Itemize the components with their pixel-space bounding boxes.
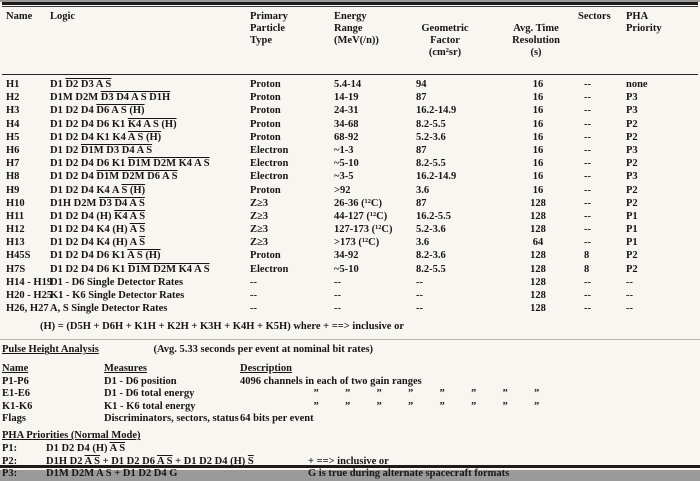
logic-anticoincidence-term: D1M D3 D4 A S [80,144,153,156]
cell-particle-type: Proton [250,118,281,130]
col-header-energy-range: Energy Range (MeV(/n)) [334,11,379,46]
pha-col-header-description: Description [240,363,292,375]
cell-time-resolution: 16 [532,79,544,90]
cell-logic [50,131,250,144]
pha-cell-measures: Discriminators, sectors, status [104,412,239,424]
cell-logic [50,144,250,157]
cell-geometric-factor: 3.6 [416,237,430,249]
cell-time-resolution: 128 [530,303,546,315]
cell-logic [50,197,250,210]
cell-time-resolution: 16 [532,118,544,130]
logic-term: D1 D2 D4 K4 (H) [50,224,130,236]
logic-term: D1M D2M [50,92,101,104]
logic-anticoincidence-term: $\overline{S}$ [247,455,254,467]
cell-geometric-factor: 8.2-5.5 [416,118,446,130]
cell-pha-priority: P2 [626,158,638,170]
header-separator-rule [2,74,698,75]
cell-energy-range: ~1-3 [334,144,354,156]
cell-name: H13 [6,237,25,249]
cell-time-resolution: 128 [530,263,546,275]
table-row [0,210,700,223]
logic-anticoincidence-term: A S (H) [127,131,162,143]
cell-energy-range: 14-19 [334,92,359,104]
cell-time-resolution: 128 [530,250,546,262]
pha-cell-name: Flags [2,412,26,424]
cell-geometric-factor: 16.2-14.9 [416,171,457,183]
cell-pha-priority: P2 [626,184,638,196]
logic-term: D1 D2 D4 D6 K1 [50,118,128,130]
cell-name: H4 [6,118,20,130]
priority-label: P2: [2,455,18,467]
cell-name: H5 [6,131,20,143]
cell-logic [50,157,250,170]
cell-particle-type: Electron [250,158,289,170]
logic-anticoincidence-term: K4 A S [114,210,146,222]
cell-logic [50,170,250,183]
cell-time-resolution: 64 [532,237,544,249]
pha-cell-description: 64 bits per event [240,412,314,424]
priority-row [0,468,700,480]
logic-anticoincidence-term: S (H) [121,184,146,196]
pha-cell-description: ” ” ” ” ” ” ” ” [240,388,540,400]
pha-table-row [0,388,700,400]
cell-sectors: -- [584,171,591,183]
table-row [0,276,700,289]
cell-time-resolution: 128 [530,197,546,209]
table-row [0,144,700,157]
table-row [0,184,700,197]
cell-particle-type: Proton [250,92,281,104]
cell-sectors: -- [584,131,591,143]
cell-pha-priority: P2 [626,197,638,209]
cell-logic [50,210,250,223]
cell-pha-priority: P3 [626,171,638,183]
cell-pha-priority: P1 [626,237,638,249]
bottom-rule [0,465,700,468]
cell-energy-range: 5.4-14 [334,79,362,90]
cell-pha-priority: P2 [626,118,638,130]
cell-logic [50,263,250,276]
logic-anticoincidence-term: D3 D4 A S [99,197,145,209]
cell-time-resolution: 16 [532,158,544,170]
cell-name: H10 [6,197,25,209]
cell-logic [50,249,250,262]
cell-sectors: -- [584,79,591,90]
cell-pha-priority: P1 [626,224,638,236]
logic-anticoincidence-term: D6 A S (H) [96,105,145,117]
cell-particle-type: Z≥3 [250,197,269,209]
cell-pha-priority: P3 [626,144,638,156]
cell-time-resolution: 16 [532,184,544,196]
cell-name: H45S [6,250,31,262]
cell-geometric-factor: -- [416,290,423,301]
table-row [0,78,700,91]
cell-logic [50,104,250,117]
cell-pha-priority: P3 [626,105,638,117]
logic-term: D1 D2 D4 [50,171,97,183]
cell-particle-type: Proton [250,105,281,117]
rate-table-body [0,78,700,315]
logic-term: + D1 D2 D4 G [111,468,178,480]
cell-geometric-factor: 87 [416,197,427,209]
cell-logic [50,184,250,197]
cell-sectors: -- [584,237,591,249]
logic-term: D1 [50,79,66,90]
pha-priorities-title: PHA Priorities (Normal Mode) [2,430,141,442]
cell-logic [50,289,250,302]
logic-term: D1 D2 D4 (H) [46,443,110,455]
priority-label: P1: [2,443,18,455]
pha-table-body [0,376,700,426]
logic-anticoincidence-term: D1M D2M K4 A S [127,263,210,275]
pha-cell-measures: D1 - D6 position [104,375,177,387]
logic-term: D1 D2 D4 K1 K4 [50,131,128,143]
cell-pha-priority: -- [626,290,633,301]
table-row [0,223,700,236]
col-header-pha-priority: PHA Priority [626,11,662,34]
logic-term: D1 D2 D4 [50,105,97,117]
cell-geometric-factor: 87 [416,144,427,156]
cell-particle-type: Proton [250,79,281,90]
cell-time-resolution: 128 [530,290,546,301]
cell-time-resolution: 16 [532,171,544,183]
cell-sectors: -- [584,303,591,315]
cell-energy-range: -- [334,276,341,288]
cell-sectors: -- [584,144,591,156]
cell-geometric-factor: -- [416,276,423,288]
cell-name: H9 [6,184,20,196]
cell-particle-type: Z≥3 [250,210,269,222]
cell-pha-priority: none [626,79,648,90]
cell-time-resolution: 16 [532,105,544,117]
cell-name: H7S [6,263,26,275]
logic-term: D1 D2 D4 (H) [50,210,115,222]
logic-term: D1 D2 D4 D6 K1 [50,158,128,170]
cell-energy-range: -- [334,290,341,301]
cell-time-resolution: 128 [530,276,546,288]
scanned-rate-table-page [0,2,700,480]
table-row [0,118,700,131]
cell-sectors: -- [584,118,591,130]
cell-name: H14 - H19 [6,276,53,288]
cell-geometric-factor: 87 [416,92,427,104]
logic-anticoincidence-term: D2 D3 A S [65,79,112,90]
table-row [0,104,700,117]
cell-sectors: -- [584,184,591,196]
section-separator-rule [0,339,700,340]
cell-energy-range: >92 [334,184,351,196]
cell-particle-type: Electron [250,144,289,156]
cell-particle-type: Proton [250,250,281,262]
logic-anticoincidence-term: K4 A S (H) [127,118,177,130]
cell-name: H6 [6,144,20,156]
pha-cell-name: P1-P6 [2,375,29,387]
cell-pha-priority: P1 [626,210,638,222]
cell-pha-priority: P2 [626,263,638,275]
logic-term: D1 D2 D4 D6 K1 [50,263,128,275]
logic-anticoincidence-term: A S [109,443,126,455]
logic-anticoincidence-term: A S [129,224,146,236]
cell-sectors: -- [584,210,591,222]
col-header-time-resolution [508,11,578,71]
cell-geometric-factor: 8.2-5.5 [416,158,446,170]
cell-energy-range: ~5-10 [334,158,359,170]
logic-anticoincidence-term: D1M D2M D6 A S [96,171,178,183]
cell-logic [50,302,250,315]
cell-time-resolution: 16 [532,131,544,143]
pha-col-header-name: Name [2,363,29,375]
logic-anticoincidence-term: A S [96,468,112,480]
table-row [0,157,700,170]
cell-sectors: 8 [584,250,590,262]
table-row [0,91,700,104]
logic-anticoincidence-term: $\overline{S}$ [139,237,146,249]
cell-particle-type: Z≥3 [250,224,269,236]
cell-geometric-factor: 94 [416,79,427,90]
table-row [0,236,700,249]
pha-cell-description: ” ” ” ” ” ” ” ” [240,400,540,412]
cell-logic [50,118,250,131]
priority-row [0,443,700,455]
cell-time-resolution: 16 [532,92,544,104]
pha-cell-measures: K1 - K6 total energy [104,400,196,412]
cell-geometric-factor: 3.6 [416,184,430,196]
cell-particle-type: Electron [250,171,289,183]
cell-geometric-factor: 5.2-3.6 [416,131,446,143]
cell-logic [50,78,250,91]
cell-energy-range: 24-31 [334,105,359,117]
cell-energy-range: 127-173 (¹²C) [334,224,393,236]
pha-table-row [0,376,700,388]
cell-logic [50,276,250,289]
cell-particle-type: -- [250,290,257,301]
logic-term: + D1 D2 D6 [99,455,158,467]
logic-term: D1 D2 D4 K4 (H) A [50,237,140,249]
table-row [0,249,700,262]
pha-cell-measures: D1 - D6 total energy [104,388,195,400]
cell-energy-range: 34-68 [334,118,359,130]
logic-anticoincidence-term: D3 D4 A S D1H [100,92,171,104]
pha-cell-name: K1-K6 [2,400,33,412]
pha-cell-description: 4096 channels in each of two gain ranges [240,375,422,387]
cell-energy-range: ~5-10 [334,263,359,275]
cell-geometric-factor: -- [416,303,423,315]
priority-note: G is true during alternate spacecraft formats [308,468,510,480]
cell-name: H26, H27 [6,303,49,315]
pha-col-header-measures: Measures [104,363,147,375]
cell-name: H12 [6,224,25,236]
priority-logic [46,468,177,479]
cell-name: H8 [6,171,20,183]
cell-energy-range: 68-92 [334,131,359,143]
cell-sectors: -- [584,276,591,288]
top-rule [2,2,698,7]
logic-term: D1 D2 [50,144,81,156]
cell-sectors: 8 [584,263,590,275]
col-header-geometric-factor [416,11,508,71]
pha-table-row [0,401,700,413]
cell-name: H3 [6,105,20,117]
logic-term: D1H D2 [46,455,85,467]
priority-label: P3: [2,468,18,480]
pha-priorities-body [0,443,700,480]
cell-particle-type: -- [250,303,257,315]
cell-name: H2 [6,92,20,104]
cell-sectors: -- [584,197,591,209]
cell-pha-priority: P2 [626,131,638,143]
cell-time-resolution: 16 [532,144,544,156]
logic-term: D1M D2M [46,468,97,480]
cell-energy-range: -- [334,303,341,315]
col-header-logic: Logic [50,11,76,22]
cell-particle-type: Electron [250,263,289,275]
cell-geometric-factor: 8.2-5.5 [416,263,446,275]
table-row [0,302,700,315]
pha-section-header [0,343,700,356]
logic-anticoincidence-term: A S [84,455,100,467]
cell-time-resolution: 128 [530,210,546,222]
logic-term: D1 - D6 Single Detector Rates [50,276,184,288]
cell-sectors: -- [584,92,591,104]
priority-logic [46,443,125,454]
cell-particle-type: Proton [250,184,281,196]
pha-cell-name: E1-E6 [2,388,31,400]
cell-particle-type: Proton [250,131,281,143]
cell-logic [50,236,250,249]
cell-sectors: -- [584,158,591,170]
logic-term: A, S Single Detector Rates [50,303,168,315]
cell-pha-priority: -- [626,276,633,288]
logic-anticoincidence-term: A S (H) [127,250,161,262]
table-row [0,197,700,210]
cell-time-resolution: 128 [530,224,546,236]
cell-sectors: -- [584,290,591,301]
logic-term: + D1 D2 D4 (H) [172,455,248,467]
pha-table-row [0,413,700,425]
cell-sectors: -- [584,224,591,236]
logic-anticoincidence-term: D1M D2M K4 A S [127,158,210,170]
table-row [0,131,700,144]
cell-energy-range: 26-36 (¹²C) [334,197,382,209]
table-row [0,263,700,276]
cell-geometric-factor: 16.2-5.5 [416,210,451,222]
cell-energy-range: 44-127 (¹²C) [334,210,388,222]
cell-geometric-factor: 16.2-14.9 [416,105,457,117]
h-definition-footnote: (H) = (D5H + D6H + K1H + K2H + K3H + K4H + K5H) where + ==> inclusive or [40,321,404,333]
cell-name: H1 [6,79,20,90]
cell-name: H7 [6,158,20,170]
cell-name: H11 [6,210,25,222]
cell-energy-range: 34-92 [334,250,359,262]
rate-table-header-row [0,11,700,71]
col-header-particle-type: Primary Particle Type [250,11,288,46]
pha-section-subtitle: (Avg. 5.33 seconds per event at nominal bit rates) [153,344,373,356]
col-header-geometric-factor-text: Geometric Factor (cm²sr) [421,23,469,58]
cell-particle-type: -- [250,276,257,288]
cell-geometric-factor: 5.2-3.6 [416,224,446,236]
logic-anticoincidence-term: A S [157,455,173,467]
cell-geometric-factor: 8.2-3.6 [416,250,446,262]
table-row [0,289,700,302]
col-header-sectors: Sectors [578,11,611,22]
cell-particle-type: Z≥3 [250,237,269,249]
cell-name: H20 - H25 [6,290,53,301]
logic-term: K1 - K6 Single Detector Rates [50,290,185,301]
col-header-time-resolution-text: Avg. Time Resolution (s) [512,23,560,58]
cell-sectors: -- [584,105,591,117]
priority-note: + ==> inclusive or [308,455,389,467]
cell-energy-range: >173 (¹²C) [334,237,380,249]
logic-term: D1H D2M [50,197,99,209]
logic-term: D1 D2 D4 K4 A [50,184,122,196]
pha-section-title: Pulse Height Analysis [2,344,99,356]
pha-table-header-row [0,363,700,375]
cell-pha-priority: P2 [626,250,638,262]
col-header-name: Name [6,11,33,22]
cell-logic [50,223,250,236]
logic-term: D1 D2 D4 D6 K1 [50,250,128,262]
table-row [0,170,700,183]
cell-pha-priority: P3 [626,92,638,104]
cell-pha-priority: -- [626,303,633,315]
cell-energy-range: ~3-5 [334,171,354,183]
cell-logic [50,91,250,104]
